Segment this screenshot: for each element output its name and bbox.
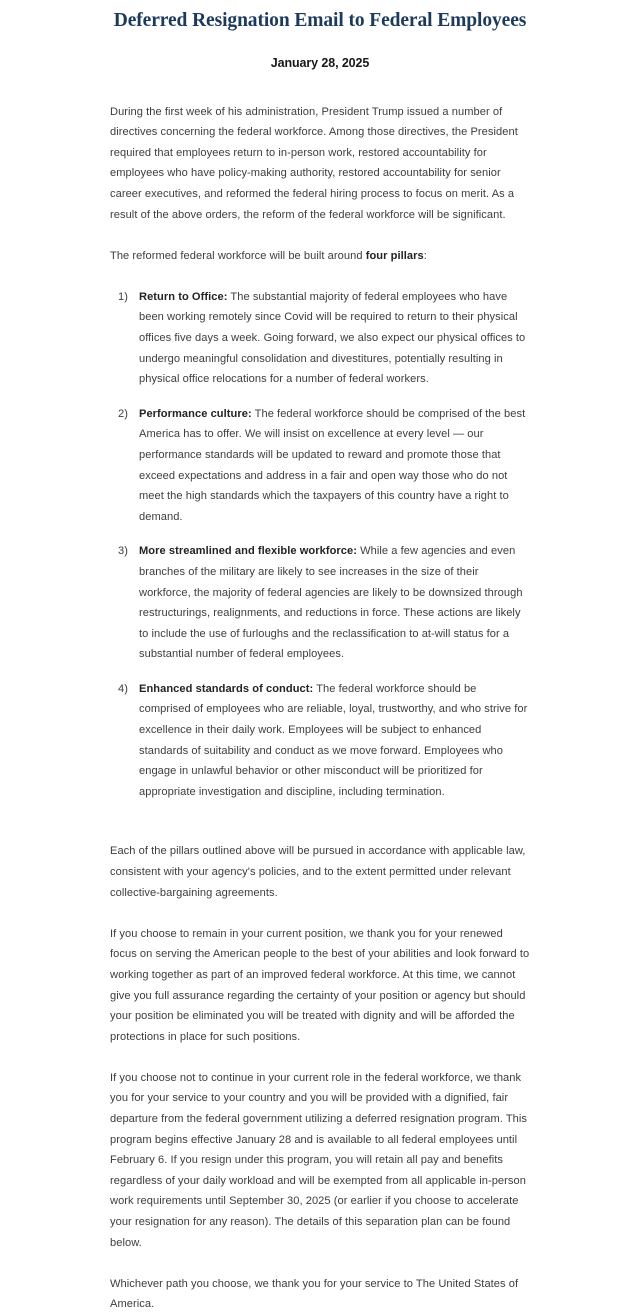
list-item (110, 541, 530, 665)
closing-paragraph-2: If you choose to remain in your current position, we thank you for your renewed focus on serving the American people to the best of your abilities and look forward to working together as part of an improved federal workforce. At this time, we cannot give you full assurance regarding the certainty of your position or agency but should your position be eliminated you will be treated with dignity and will be afforded the protections in place for such positions. (110, 927, 530, 1043)
pillars-lead-in (110, 246, 530, 267)
list-item-marker: 4) (118, 682, 128, 695)
list-item-label: Enhanced standards of conduct: (139, 682, 314, 695)
list-item (110, 287, 530, 390)
list-item-label: Return to Office: (139, 290, 228, 303)
pillars-lead-before: The reformed federal workforce will be built around (110, 249, 366, 262)
list-item-marker: 3) (118, 545, 128, 558)
list-item-text: The substantial majority of federal employees who have been working remotely since Covid will be required to return to their physical offices five days a week. Going forward, we also expect our physical offices to undergo meaningful consolidation and divestitures, potentially resulting in physical office relocations for a number of federal workers. (139, 290, 526, 386)
list-item-label: More streamlined and flexible workforce: (139, 545, 357, 558)
document-body (110, 102, 530, 1315)
closing-paragraphs (110, 841, 530, 1314)
closing-paragraph-1: Each of the pillars outlined above will be pursued in accordance with applicable law, consistent with your agency's policies, and to the extent permitted under relevant collective-bargaining agreements. (110, 845, 526, 899)
document-date: January 28, 2025 (270, 56, 370, 71)
page-title: Deferred Resignation Email to Federal Employees (113, 10, 527, 31)
list-item-label: Performance culture: (139, 407, 252, 420)
list-item-marker: 1) (118, 290, 128, 303)
list-item-text: The federal workforce should be comprised of employees who are reliable, loyal, trustworthy, and who strive for excellence in their daily work. Employees will be subject to enhanced standards of suitability and conduct as we move forward. Employees who engage in unlawful behavior or other misconduct will be prioritized for appropriate investigation and discipline, including termination. (139, 682, 528, 798)
pillars-lead-emphasis: four pillars (365, 249, 424, 262)
list-item-text: The federal workforce should be comprised of the best America has to offer. We will insist on excellence at every level — our performance standards will be updated to reward and promote those that exceed expectations and address in a fair and open way those who do not meet the high standards which the taxpayers of this country have a right to demand. (139, 407, 526, 523)
list-item-text: While a few agencies and even branches of the military are likely to see increases in the size of their workforce, the majority of federal agencies are likely to be downsized through restructurings, realignments, and reductions in force. These actions are likely to include the use of furloughs and the reclassification to at-will status for a substantial number of federal employees. (139, 545, 523, 661)
closing-paragraph-4: Whichever path you choose, we thank you for your service to The United States of America. (110, 1277, 519, 1311)
list-item-marker: 2) (118, 407, 128, 420)
pillars-lead-after: : (423, 249, 427, 262)
pillars-list (110, 287, 530, 803)
list-item (110, 404, 530, 528)
document-content (110, 0, 530, 1315)
closing-paragraph-3: If you choose not to continue in your current role in the federal workforce, we thank you for your service to your country and you will be provided with a dignified, fair departure from the federal government utilizing a deferred resignation program. This program begins effective January 28 and is available to all federal employees until February 6. If you resign under this program, you will retain all pay and benefits regardless of your daily workload and will be exempted from all applicable in-person work requirements until September 30, 2025 (or earlier if you choose to accelerate your resignation for any reason). The details of this separation plan can be found below. (110, 1071, 527, 1249)
intro-paragraph: During the first week of his administration, President Trump issued a number of directives concerning the federal workforce. Among those directives, the President required that employees return to in-person work, restored accountability for employees who have policy-making authority, restored accountability for senior career executives, and reformed the federal hiring process to focus on merit. As a result of the above orders, the reform of the federal workforce will be significant. (110, 105, 518, 221)
list-item (110, 679, 530, 803)
